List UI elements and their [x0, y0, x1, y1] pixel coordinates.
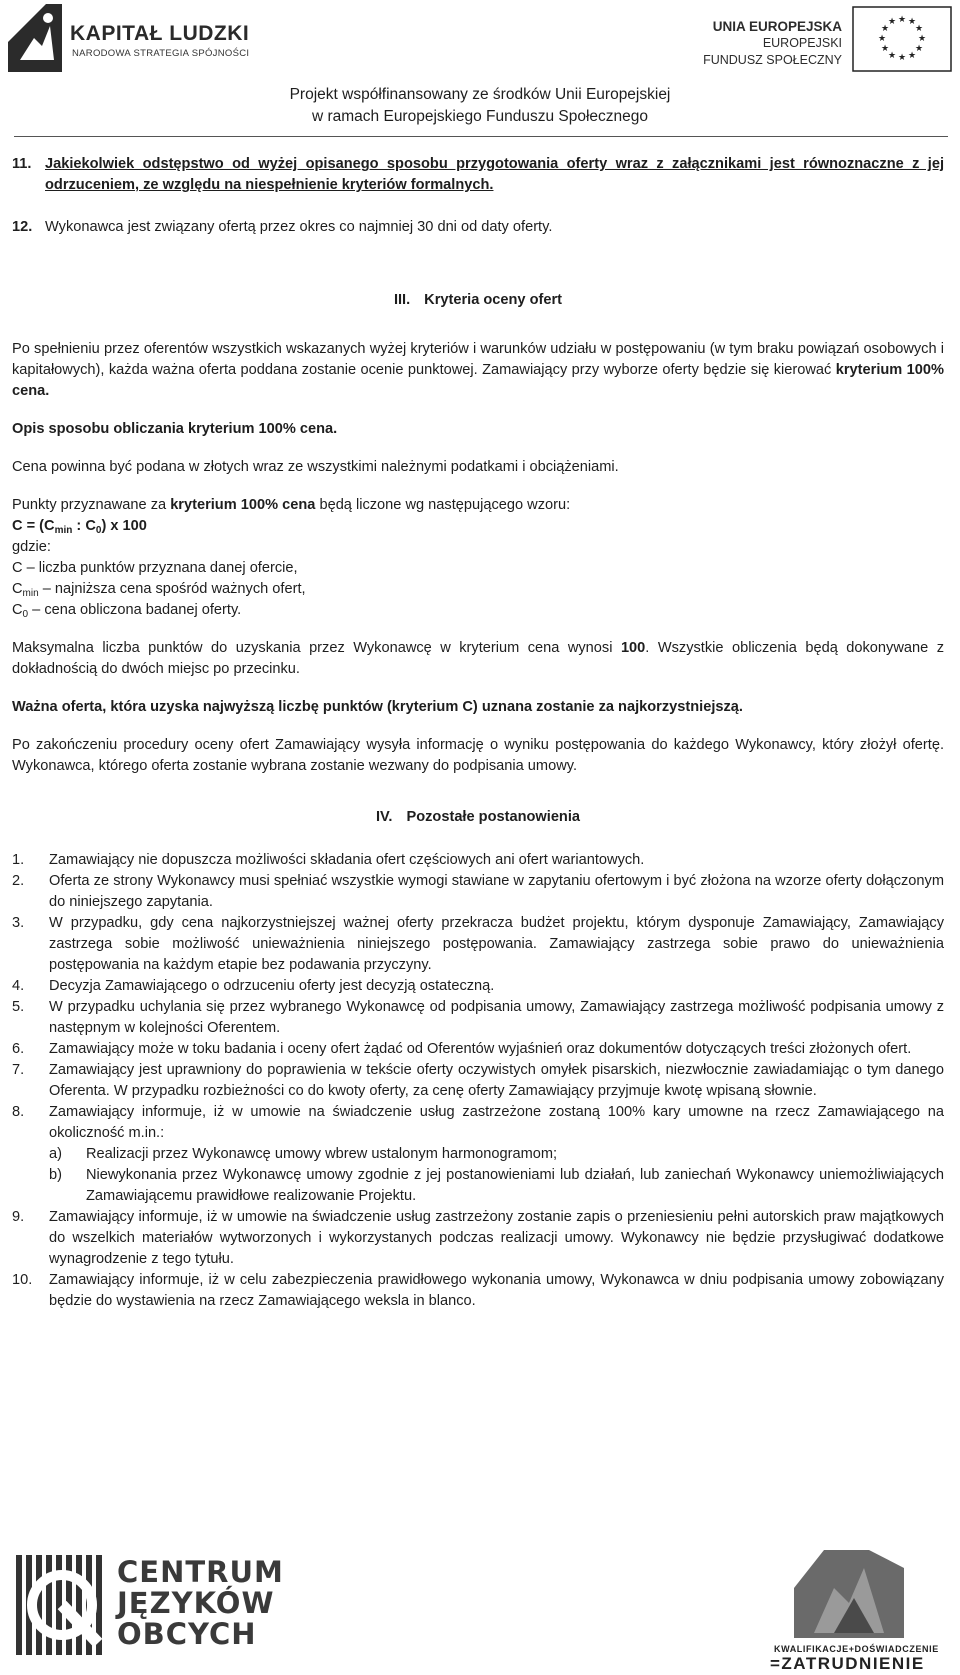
list-item — [12, 997, 944, 1039]
def-symbol: C — [12, 581, 23, 597]
kapital-ludzki-title: KAPITAŁ LUDZKI — [70, 22, 250, 45]
penalty-sublist — [49, 1144, 944, 1207]
formula-part: ) x 100 — [101, 518, 147, 534]
sub-list-text: Niewykonania przez Wykonawcę umowy zgodnie z jej postanowieniami lub działań, lub zaniechań Wykonawcy uniemożliwiających Zamawiającemu prawidłowe realizowanie Projektu. — [86, 1167, 944, 1204]
sub-list-item — [49, 1165, 944, 1207]
list-text: Zamawiający informuje, iż w celu zabezpieczenia prawidłowego wykonania umowy, Wykonawca w dniu podpisania umowy zobowiązany będzie do wystawienia na rzecz Zamawiającego weksla in blanco. — [49, 1272, 944, 1309]
list-item — [12, 850, 944, 871]
list-number: 8. — [12, 1104, 25, 1120]
after-evaluation-paragraph: Po zakończeniu procedury oceny ofert Zamawiający wysyła informację o wyniku postępowania do każdego Wykonawcy, który złożył ofertę. Wykonawca, którego oferta zostanie wybrana zostanie wezwany do podpisania umowy. — [12, 737, 944, 774]
list-item — [12, 976, 944, 997]
document-body — [12, 154, 944, 1312]
section-3-paragraph-1 — [12, 339, 944, 402]
svg-text:★: ★ — [907, 17, 917, 27]
list-number: 9. — [12, 1209, 25, 1225]
list-text: W przypadku, gdy cena najkorzystniejszej ważnej oferty przekracza budżet projektu, którym dysponuje Zamawiający, Zamawiający zastrzega sobie możliwość unieważnienia niniejszego postępowania. Zamawiający zastrzega sobie prawo do unieważnienia postępowania na każdym etapie bez podawania przyczyny. — [49, 915, 944, 973]
section-4-title: Pozostałe postanowienia — [406, 809, 581, 825]
section-4-heading — [12, 807, 944, 828]
max-text-end: . Wszystkie obliczenia będą dokonywane z dokładnością do dwóch miejsc po przecinku. — [12, 640, 944, 677]
sub-list-text: Realizacji przez Wykonawcę umowy wbrew ustalonym harmonogramom; — [86, 1146, 558, 1162]
paragraph-bold: kryterium 100% cena. — [12, 362, 944, 399]
cofinancing-line-2: w ramach Europejskiego Funduszu Społecznego — [311, 108, 649, 125]
cofinancing-note — [0, 84, 960, 128]
svg-text:★: ★ — [880, 24, 890, 34]
where-label: gdzie: — [12, 539, 51, 555]
eu-line-1: UNIA EUROPEJSKA — [712, 19, 842, 34]
svg-text:★: ★ — [877, 34, 887, 44]
item-12 — [12, 217, 944, 238]
max-text: Maksymalna liczba punktów do uzyskania przez Wykonawcę w kryterium cena wynosi — [12, 640, 621, 656]
list-text: Zamawiający informuje, iż w umowie na świadczenie usług zastrzeżone zostaną 100% kary umowne na rzecz Zamawiającego na okoliczność m.in.: — [49, 1104, 944, 1141]
best-offer-statement: Ważna oferta, która uzyska najwyższą liczbę punktów (kryterium C) uznana zostanie za najkorzystniejszą. — [12, 699, 743, 715]
section-3-number: III. — [393, 292, 411, 308]
svg-text:★: ★ — [897, 15, 907, 25]
kapital-ludzki-logo — [6, 2, 256, 76]
formula-sub: 0 — [95, 525, 102, 536]
svg-text:★: ★ — [897, 53, 907, 63]
points-text-end: będą liczone wg następującego wzoru: — [315, 497, 571, 513]
list-item — [12, 1039, 944, 1060]
list-item — [12, 913, 944, 976]
def-sub: 0 — [22, 609, 29, 620]
points-text: Punkty przyznawane za — [12, 497, 171, 513]
list-text: Zamawiający może w toku badania i oceny ofert żądać od Oferentów wyjaśnień oraz dokumentów dotyczących treści złożonych ofert. — [49, 1041, 912, 1057]
price-note: Cena powinna być podana w złotych wraz ze wszystkimi należnymi podatkami i obciążeniami. — [12, 459, 619, 475]
cjo-wordmark — [117, 1557, 284, 1650]
eu-line-2: EUROPEJSKI — [762, 36, 842, 50]
calc-description-heading: Opis sposobu obliczania kryterium 100% cena. — [12, 421, 338, 437]
section-3-heading — [12, 290, 944, 311]
formula-part: : C — [72, 518, 96, 534]
header-divider — [14, 136, 948, 137]
list-number: 2. — [12, 873, 25, 889]
svg-text:★: ★ — [907, 51, 917, 61]
def-symbol: C — [12, 602, 23, 618]
cjo-line-2: JĘZYKÓW — [117, 1586, 275, 1620]
definition-c0 — [12, 600, 944, 621]
list-number: 3. — [12, 915, 25, 931]
list-number: 6. — [12, 1041, 25, 1057]
points-intro — [12, 495, 944, 516]
kwalifikacje-text: KWALIFIKACJE+DOŚWIADCZENIE — [774, 1644, 939, 1654]
eu-line-3: FUNDUSZ SPOŁECZNY — [703, 53, 842, 67]
svg-text:★: ★ — [914, 44, 924, 54]
cjo-emblem-icon — [12, 1547, 112, 1663]
kapital-ludzki-mark-icon — [6, 2, 64, 74]
list-text: Zamawiający nie dopuszcza możliwości składania ofert częściowych ani ofert wariantowych. — [49, 852, 645, 868]
eu-logo-text — [703, 18, 842, 69]
formula — [12, 516, 944, 537]
sub-list-item — [49, 1144, 944, 1165]
kwalifikacje-logo — [770, 1548, 939, 1673]
section-3-title: Kryteria oceny ofert — [424, 292, 563, 308]
svg-text:★: ★ — [887, 17, 897, 27]
list-item — [12, 1060, 944, 1102]
formula-part: C = (C — [12, 518, 55, 534]
list-number: 5. — [12, 999, 25, 1015]
def-sub: min — [22, 588, 39, 599]
list-item — [12, 1207, 944, 1270]
kwalifikacje-emblem-icon — [774, 1548, 924, 1640]
zatrudnienie-text: =ZATRUDNIENIE — [770, 1654, 925, 1673]
max-bold: 100 — [620, 640, 646, 656]
list-item — [12, 1270, 944, 1312]
item-11 — [12, 154, 944, 196]
list-item — [12, 871, 944, 913]
list-text: Zamawiający informuje, iż w umowie na świadczenie usług zastrzeżony zostanie zapis o przeniesieniu pełni autorskich praw majątkowych do wszelkich materiałów wytworzonych i wykorzystanych podczas realizacji umowy. Wykonawcy nie będzie przysługiwać dodatkowe wynagrodzenie z tego tytułu. — [49, 1209, 944, 1267]
list-item-8-body — [49, 1102, 944, 1207]
item-11-number: 11. — [12, 156, 32, 172]
page-header — [0, 0, 960, 80]
def-text: – najniższa cena spośród ważnych ofert, — [38, 581, 306, 597]
item-11-text: Jakiekolwiek odstępstwo od wyżej opisanego sposobu przygotowania oferty wraz z załącznikami jest równoznaczne z jej odrzuceniem, ze względu na niespełnienie kryteriów formalnych. — [45, 156, 944, 193]
list-item — [12, 1102, 944, 1207]
eu-logo — [692, 4, 952, 76]
list-number: 1. — [12, 852, 25, 868]
list-number: 10. — [12, 1272, 33, 1288]
centrum-jezykow-obcych-logo — [12, 1547, 284, 1667]
eu-flag-icon — [852, 6, 952, 72]
definition-c: C – liczba punktów przyznana danej ofercie, — [12, 560, 298, 576]
svg-text:★: ★ — [887, 51, 897, 61]
cofinancing-line-1: Projekt współfinansowany ze środków Unii Europejskiej — [289, 86, 671, 103]
item-12-text: Wykonawca jest związany ofertą przez okres co najmniej 30 dni od daty oferty. — [45, 219, 553, 235]
list-text: Oferta ze strony Wykonawcy musi spełniać wszystkie wymogi stawiane w zapytaniu ofertowym i być złożona na wzorze oferty dołączonym do niniejszego zapytania. — [49, 873, 944, 910]
item-12-number: 12. — [12, 219, 33, 235]
provisions-list — [12, 850, 944, 1312]
paragraph-text: Po spełnieniu przez oferentów wszystkich wskazanych wyżej kryteriów i warunków udziału w postępowaniu (w tym braku powiązań osobowych i kapitałowych), każda ważna oferta poddana zostanie ocenie punktowej. Zamawiający przy wyborze oferty będzie się kierować — [12, 341, 944, 378]
list-number: 4. — [12, 978, 25, 994]
list-text: Zamawiający jest uprawniony do poprawienia w tekście oferty oczywistych omyłek pisarskich, niezwłocznie zawiadamiając o tym danego Oferenta. W przypadku rozbieżności co do kwoty oferty, za cenę oferty Zamawiający przyjmuje kwotę wpisaną słownie. — [49, 1062, 944, 1099]
formula-sub: min — [54, 525, 73, 536]
svg-text:★: ★ — [917, 34, 927, 44]
list-text: W przypadku uchylania się przez wybranego Wykonawcę od podpisania umowy, Zamawiający zastrzega możliwość podpisania umowy z następnym w kolejności Oferentem. — [49, 999, 944, 1036]
svg-text:★: ★ — [880, 44, 890, 54]
list-text: Decyzja Zamawiającego o odrzuceniu oferty jest decyzją ostateczną. — [49, 978, 495, 994]
cjo-line-3: OBCYCH — [117, 1617, 257, 1651]
def-text: – cena obliczona badanej oferty. — [28, 602, 242, 618]
points-bold: kryterium 100% cena — [170, 497, 316, 513]
definition-cmin — [12, 579, 944, 600]
max-points-paragraph — [12, 638, 944, 680]
cjo-line-1: CENTRUM — [117, 1555, 284, 1589]
sub-list-letter: a) — [49, 1146, 62, 1162]
sub-list-letter: b) — [49, 1167, 62, 1183]
section-4-number: IV. — [375, 809, 393, 825]
list-number: 7. — [12, 1062, 25, 1078]
kapital-ludzki-subtitle: NARODOWA STRATEGIA SPÓJNOŚCI — [72, 48, 250, 59]
svg-text:★: ★ — [914, 24, 924, 34]
